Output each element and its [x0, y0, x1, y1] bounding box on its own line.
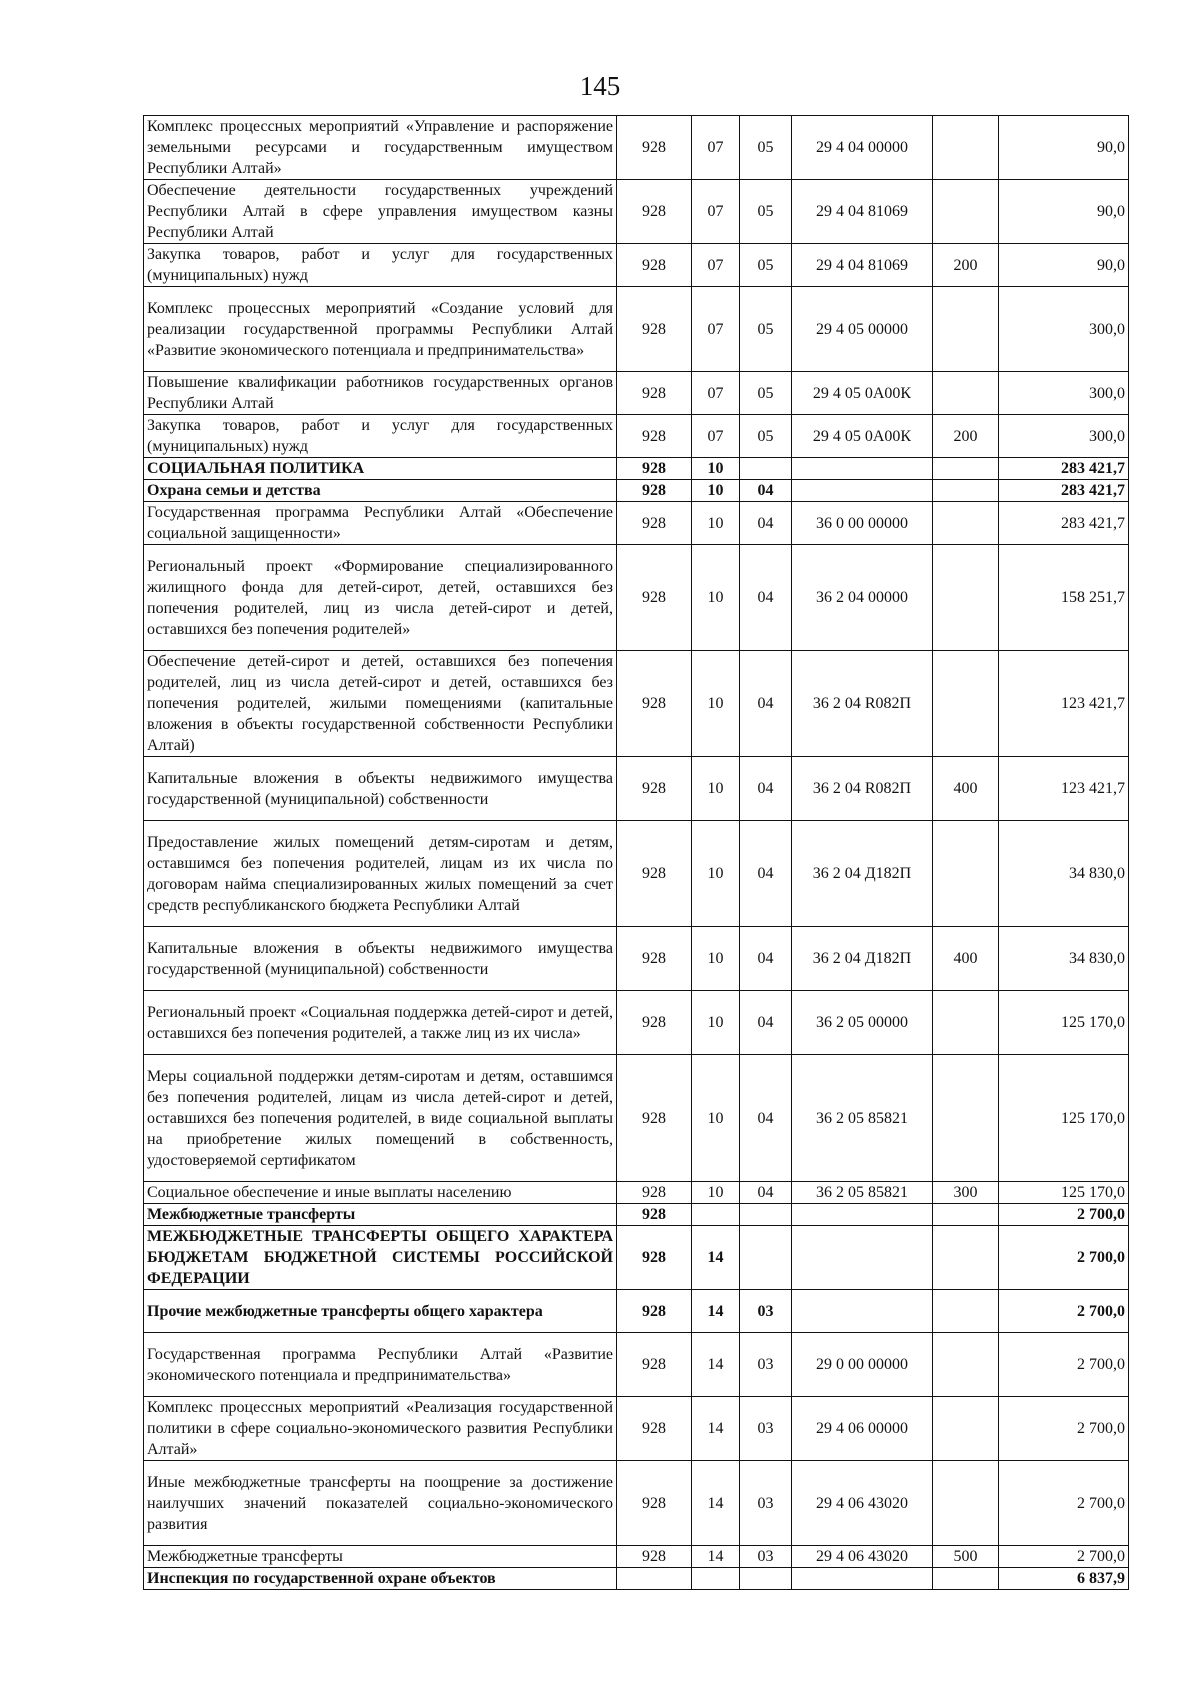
row-subsection-cell: 04: [740, 821, 792, 927]
row-name-cell: Обеспечение деятельности государственных учреждений Республики Алтай в сфере управления имуществом казны Республики Алтай: [144, 180, 617, 244]
row-expense-type-cell: [933, 1055, 999, 1182]
table-row: [144, 116, 1129, 180]
row-subsection-cell: [740, 1204, 792, 1226]
row-sum-cell: 300,0: [999, 372, 1129, 415]
row-subsection-cell: 05: [740, 180, 792, 244]
table-row: [144, 1290, 1129, 1333]
row-grbs-cell: 928: [617, 1290, 692, 1333]
row-sum-cell: 90,0: [999, 244, 1129, 287]
row-grbs-cell: 928: [617, 1461, 692, 1546]
row-grbs-cell: 928: [617, 180, 692, 244]
row-name-cell: Государственная программа Республики Алтай «Обеспечение социальной защищенности»: [144, 502, 617, 545]
row-sum-cell: 125 170,0: [999, 1182, 1129, 1204]
row-name-cell: Межбюджетные трансферты: [144, 1204, 617, 1226]
row-section-cell: 10: [692, 757, 740, 821]
row-subsection-cell: [740, 458, 792, 480]
row-grbs-cell: 928: [617, 1055, 692, 1182]
row-section-cell: 14: [692, 1333, 740, 1397]
row-section-cell: 14: [692, 1290, 740, 1333]
row-name-cell: Комплекс процессных мероприятий «Создание условий для реализации государственной программы Республики Алтай «Развитие экономического потенциала и предпринимательства»: [144, 287, 617, 372]
row-target-article-cell: [792, 480, 933, 502]
row-expense-type-cell: [933, 502, 999, 545]
row-name-cell: МЕЖБЮДЖЕТНЫЕ ТРАНСФЕРТЫ ОБЩЕГО ХАРАКТЕРА БЮДЖЕТАМ БЮДЖЕТНОЙ СИСТЕМЫ РОССИЙСКОЙ ФЕДЕРАЦИИ: [144, 1226, 617, 1290]
row-target-article-cell: 36 2 05 85821: [792, 1055, 933, 1182]
row-subsection-cell: 04: [740, 757, 792, 821]
row-grbs-cell: 928: [617, 651, 692, 757]
row-subsection-cell: 03: [740, 1461, 792, 1546]
row-section-cell: [692, 1204, 740, 1226]
row-section-cell: 10: [692, 991, 740, 1055]
row-expense-type-cell: 500: [933, 1546, 999, 1568]
table-row: [144, 1461, 1129, 1546]
row-section-cell: 10: [692, 821, 740, 927]
row-grbs-cell: 928: [617, 545, 692, 651]
row-section-cell: 10: [692, 651, 740, 757]
row-grbs-cell: 928: [617, 415, 692, 458]
row-grbs-cell: 928: [617, 1546, 692, 1568]
row-expense-type-cell: 300: [933, 1182, 999, 1204]
row-expense-type-cell: 200: [933, 244, 999, 287]
row-sum-cell: 2 700,0: [999, 1333, 1129, 1397]
row-target-article-cell: 36 0 00 00000: [792, 502, 933, 545]
row-grbs-cell: 928: [617, 244, 692, 287]
row-section-cell: 14: [692, 1397, 740, 1461]
table-row: [144, 927, 1129, 991]
row-expense-type-cell: [933, 991, 999, 1055]
row-expense-type-cell: [933, 651, 999, 757]
row-grbs-cell: 928: [617, 480, 692, 502]
page-number: 145: [579, 71, 621, 101]
table-row: [144, 1397, 1129, 1461]
row-section-cell: 14: [692, 1461, 740, 1546]
row-section-cell: 07: [692, 180, 740, 244]
row-section-cell: 07: [692, 244, 740, 287]
row-subsection-cell: 04: [740, 502, 792, 545]
table-row: [144, 545, 1129, 651]
row-sum-cell: 2 700,0: [999, 1226, 1129, 1290]
table-row: [144, 1546, 1129, 1568]
row-sum-cell: 2 700,0: [999, 1290, 1129, 1333]
row-target-article-cell: 36 2 04 Д182П: [792, 821, 933, 927]
row-sum-cell: 2 700,0: [999, 1204, 1129, 1226]
row-expense-type-cell: [933, 1290, 999, 1333]
row-sum-cell: 300,0: [999, 415, 1129, 458]
row-target-article-cell: 29 4 06 00000: [792, 1397, 933, 1461]
row-name-cell: Региональный проект «Формирование специализированного жилищного фонда для детей-сирот, детей, оставшихся без попечения родителей, лиц из числа детей-сирот и детей, оставшихся без попечения родителей»: [144, 545, 617, 651]
row-expense-type-cell: [933, 1204, 999, 1226]
row-sum-cell: 158 251,7: [999, 545, 1129, 651]
row-target-article-cell: [792, 1290, 933, 1333]
table-row: [144, 821, 1129, 927]
row-name-cell: Обеспечение детей-сирот и детей, оставшихся без попечения родителей, лиц из числа детей-сирот и детей, оставшихся без попечения родителей, жилыми помещениями (капитальные вложения в объекты государственной собственности Республики Алтай): [144, 651, 617, 757]
row-subsection-cell: 04: [740, 927, 792, 991]
row-name-cell: Капитальные вложения в объекты недвижимого имущества государственной (муниципальной) собственности: [144, 927, 617, 991]
row-grbs-cell: 928: [617, 287, 692, 372]
table-row: [144, 287, 1129, 372]
table-row: [144, 502, 1129, 545]
row-expense-type-cell: [933, 116, 999, 180]
row-expense-type-cell: [933, 1333, 999, 1397]
table-row: [144, 1568, 1129, 1590]
row-sum-cell: 125 170,0: [999, 1055, 1129, 1182]
row-sum-cell: 2 700,0: [999, 1397, 1129, 1461]
row-grbs-cell: 928: [617, 1226, 692, 1290]
row-target-article-cell: [792, 1226, 933, 1290]
row-target-article-cell: 29 4 06 43020: [792, 1461, 933, 1546]
row-sum-cell: 6 837,9: [999, 1568, 1129, 1590]
row-grbs-cell: 928: [617, 1204, 692, 1226]
row-section-cell: 10: [692, 1182, 740, 1204]
row-name-cell: Закупка товаров, работ и услуг для государственных (муниципальных) нужд: [144, 415, 617, 458]
row-target-article-cell: 29 0 00 00000: [792, 1333, 933, 1397]
row-expense-type-cell: [933, 1397, 999, 1461]
row-subsection-cell: 03: [740, 1290, 792, 1333]
row-name-cell: Иные межбюджетные трансферты на поощрение за достижение наилучших значений показателей социально-экономического развития: [144, 1461, 617, 1546]
row-subsection-cell: 04: [740, 1182, 792, 1204]
row-subsection-cell: [740, 1226, 792, 1290]
budget-table: [143, 115, 1129, 1590]
row-expense-type-cell: [933, 372, 999, 415]
row-name-cell: Предоставление жилых помещений детям-сиротам и детям, оставшимся без попечения родителей, лицам из их числа по договорам найма специализированных жилых помещений за счет средств республиканского бюджета Республики Алтай: [144, 821, 617, 927]
row-section-cell: 10: [692, 927, 740, 991]
row-sum-cell: 2 700,0: [999, 1546, 1129, 1568]
row-grbs-cell: 928: [617, 116, 692, 180]
table-row: [144, 1055, 1129, 1182]
row-sum-cell: 283 421,7: [999, 480, 1129, 502]
row-sum-cell: 90,0: [999, 116, 1129, 180]
row-grbs-cell: 928: [617, 1333, 692, 1397]
row-expense-type-cell: 200: [933, 415, 999, 458]
table-row: [144, 757, 1129, 821]
row-expense-type-cell: [933, 458, 999, 480]
row-target-article-cell: [792, 458, 933, 480]
row-name-cell: Прочие межбюджетные трансферты общего характера: [144, 1290, 617, 1333]
row-grbs-cell: 928: [617, 458, 692, 480]
row-expense-type-cell: [933, 1461, 999, 1546]
row-section-cell: 07: [692, 287, 740, 372]
row-name-cell: СОЦИАЛЬНАЯ ПОЛИТИКА: [144, 458, 617, 480]
row-expense-type-cell: [933, 480, 999, 502]
table-row: [144, 991, 1129, 1055]
row-subsection-cell: 05: [740, 244, 792, 287]
row-subsection-cell: 03: [740, 1546, 792, 1568]
row-subsection-cell: 03: [740, 1333, 792, 1397]
row-target-article-cell: 36 2 04 00000: [792, 545, 933, 651]
row-expense-type-cell: [933, 1568, 999, 1590]
row-section-cell: 10: [692, 502, 740, 545]
row-name-cell: Инспекция по государственной охране объектов: [144, 1568, 617, 1590]
row-name-cell: Закупка товаров, работ и услуг для государственных (муниципальных) нужд: [144, 244, 617, 287]
row-subsection-cell: 05: [740, 372, 792, 415]
table-row: [144, 415, 1129, 458]
row-subsection-cell: 04: [740, 1055, 792, 1182]
row-grbs-cell: 928: [617, 502, 692, 545]
row-expense-type-cell: 400: [933, 927, 999, 991]
row-target-article-cell: 36 2 05 85821: [792, 1182, 933, 1204]
row-subsection-cell: 05: [740, 116, 792, 180]
table-row: [144, 480, 1129, 502]
row-name-cell: Государственная программа Республики Алтай «Развитие экономического потенциала и предпринимательства»: [144, 1333, 617, 1397]
row-grbs-cell: 928: [617, 1397, 692, 1461]
row-name-cell: Межбюджетные трансферты: [144, 1546, 617, 1568]
row-section-cell: 14: [692, 1226, 740, 1290]
table-row: [144, 180, 1129, 244]
row-sum-cell: 2 700,0: [999, 1461, 1129, 1546]
budget-table-body: [144, 116, 1129, 1590]
row-target-article-cell: 29 4 04 81069: [792, 244, 933, 287]
row-section-cell: 10: [692, 458, 740, 480]
row-target-article-cell: [792, 1204, 933, 1226]
row-subsection-cell: [740, 1568, 792, 1590]
row-target-article-cell: [792, 1568, 933, 1590]
row-target-article-cell: 29 4 05 00000: [792, 287, 933, 372]
row-grbs-cell: 928: [617, 757, 692, 821]
row-subsection-cell: 04: [740, 545, 792, 651]
row-name-cell: Повышение квалификации работников государственных органов Республики Алтай: [144, 372, 617, 415]
row-grbs-cell: 928: [617, 927, 692, 991]
row-target-article-cell: 29 4 04 00000: [792, 116, 933, 180]
row-subsection-cell: 03: [740, 1397, 792, 1461]
row-section-cell: 10: [692, 480, 740, 502]
row-expense-type-cell: [933, 180, 999, 244]
row-name-cell: Меры социальной поддержки детям-сиротам и детям, оставшимся без попечения родителей, лицам из числа детей-сирот и детей, оставшихся без попечения родителей, в виде социальной выплаты на приобретение жилых помещений в собственность, удостоверяемой сертификатом: [144, 1055, 617, 1182]
row-sum-cell: 34 830,0: [999, 821, 1129, 927]
row-sum-cell: 123 421,7: [999, 757, 1129, 821]
row-subsection-cell: 05: [740, 415, 792, 458]
table-row: [144, 1333, 1129, 1397]
row-subsection-cell: 04: [740, 651, 792, 757]
row-name-cell: Капитальные вложения в объекты недвижимого имущества государственной (муниципальной) собственности: [144, 757, 617, 821]
row-section-cell: 10: [692, 545, 740, 651]
row-grbs-cell: 928: [617, 372, 692, 415]
row-target-article-cell: 36 2 05 00000: [792, 991, 933, 1055]
row-section-cell: 10: [692, 1055, 740, 1182]
row-grbs-cell: 928: [617, 821, 692, 927]
row-sum-cell: 123 421,7: [999, 651, 1129, 757]
row-grbs-cell: 928: [617, 1182, 692, 1204]
table-row: [144, 1182, 1129, 1204]
row-grbs-cell: 928: [617, 991, 692, 1055]
row-target-article-cell: 29 4 05 0А00К: [792, 415, 933, 458]
row-name-cell: Охрана семьи и детства: [144, 480, 617, 502]
row-section-cell: 07: [692, 116, 740, 180]
table-row: [144, 372, 1129, 415]
row-target-article-cell: 29 4 05 0А00К: [792, 372, 933, 415]
row-name-cell: Комплекс процессных мероприятий «Управление и распоряжение земельными ресурсами и государственным имуществом Республики Алтай»: [144, 116, 617, 180]
row-sum-cell: 283 421,7: [999, 458, 1129, 480]
row-target-article-cell: 36 2 04 Д182П: [792, 927, 933, 991]
row-section-cell: 14: [692, 1546, 740, 1568]
row-expense-type-cell: [933, 287, 999, 372]
row-section-cell: 07: [692, 415, 740, 458]
row-target-article-cell: 29 4 06 43020: [792, 1546, 933, 1568]
row-target-article-cell: 36 2 04 R082П: [792, 651, 933, 757]
row-name-cell: Комплекс процессных мероприятий «Реализация государственной политики в сфере социально-экономического развития Республики Алтай»: [144, 1397, 617, 1461]
row-subsection-cell: 04: [740, 991, 792, 1055]
row-subsection-cell: 05: [740, 287, 792, 372]
row-expense-type-cell: 400: [933, 757, 999, 821]
row-sum-cell: 300,0: [999, 287, 1129, 372]
row-target-article-cell: 29 4 04 81069: [792, 180, 933, 244]
row-section-cell: 07: [692, 372, 740, 415]
row-subsection-cell: 04: [740, 480, 792, 502]
row-target-article-cell: 36 2 04 R082П: [792, 757, 933, 821]
row-expense-type-cell: [933, 821, 999, 927]
table-row: [144, 1204, 1129, 1226]
row-expense-type-cell: [933, 1226, 999, 1290]
row-section-cell: [692, 1568, 740, 1590]
row-sum-cell: 34 830,0: [999, 927, 1129, 991]
row-expense-type-cell: [933, 545, 999, 651]
table-row: [144, 458, 1129, 480]
table-row: [144, 651, 1129, 757]
row-grbs-cell: [617, 1568, 692, 1590]
table-row: [144, 1226, 1129, 1290]
row-sum-cell: 283 421,7: [999, 502, 1129, 545]
row-name-cell: Социальное обеспечение и иные выплаты населению: [144, 1182, 617, 1204]
table-row: [144, 244, 1129, 287]
row-name-cell: Региональный проект «Социальная поддержка детей-сирот и детей, оставшихся без попечения родителей, а также лиц из их числа»: [144, 991, 617, 1055]
row-sum-cell: 90,0: [999, 180, 1129, 244]
row-sum-cell: 125 170,0: [999, 991, 1129, 1055]
